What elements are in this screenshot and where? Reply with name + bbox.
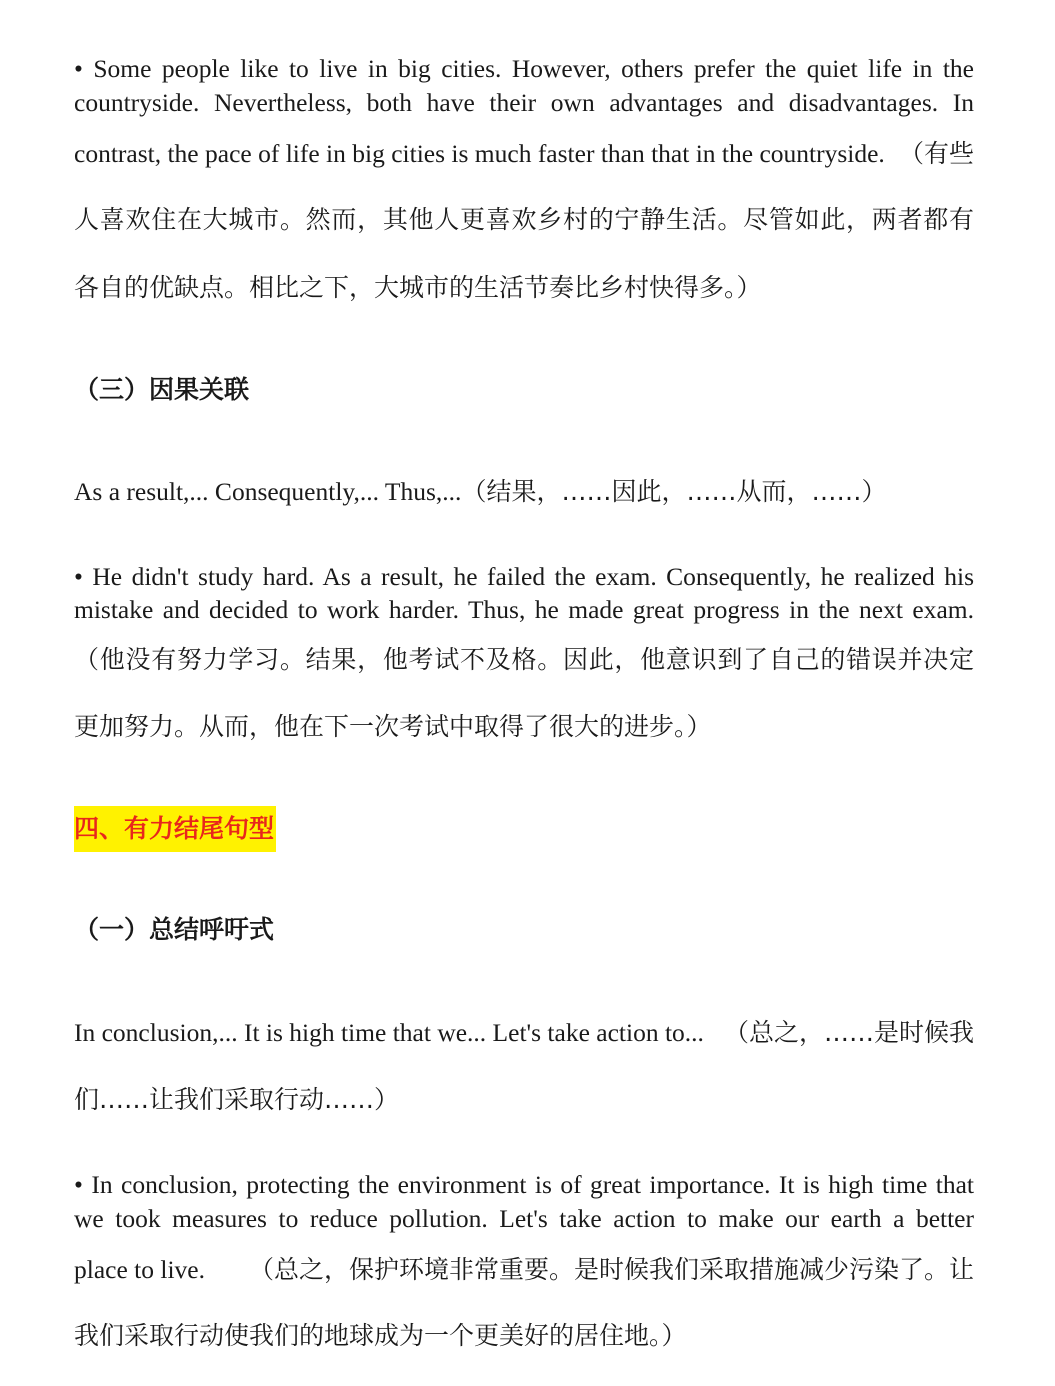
example-sentence-line: countryside. Nevertheless, both have their own advantages and disadvantages. In	[74, 88, 974, 117]
example-sentence-en: contrast, the pace of life in big cities is much faster than that in the countryside.	[74, 139, 885, 168]
example-sentence-line: we took measures to reduce pollution. Let's take action to make our earth a better	[74, 1204, 974, 1233]
example-translation-line: 人喜欢住在大城市。然而，其他人更喜欢乡村的宁静生活。尽管如此，两者都有	[74, 205, 974, 234]
example-translation-line: 更加努力。从而，他在下一次考试中取得了很大的进步。）	[74, 712, 712, 741]
example-translation-start: （总之，保护环境非常重要。是时候我们采取措施减少污染了。让	[248, 1255, 974, 1284]
sub-heading-cause-effect: （三）因果关联	[74, 375, 250, 404]
example-sentence-line: mistake and decided to work harder. Thus, he made great progress in the next exam.	[74, 595, 974, 624]
sub-heading-summary: （一）总结呼吁式	[74, 915, 275, 944]
phrase-zh: （总之，……是时候我	[723, 1018, 974, 1047]
phrase-zh: （结果，……因此，……从而，……）	[461, 477, 887, 506]
example-sentence-line-mixed	[74, 1253, 974, 1287]
phrase-line	[74, 475, 974, 509]
example-sentence-line-mixed	[74, 137, 974, 171]
example-sentence-line: • In conclusion, protecting the environment is of great importance. It is high time that	[74, 1170, 974, 1199]
example-translation-line: 各自的优缺点。相比之下，大城市的生活节奏比乡村快得多。）	[74, 273, 762, 302]
example-sentence-line: • He didn't study hard. As a result, he failed the exam. Consequently, he realized his	[74, 562, 974, 591]
example-translation-start: （有些	[898, 139, 974, 168]
phrase-en: As a result,... Consequently,... Thus,...	[74, 477, 462, 506]
phrase-line	[74, 1016, 974, 1050]
example-translation-line: 我们采取行动使我们的地球成为一个更美好的居住地。）	[74, 1321, 687, 1350]
phrase-en: In conclusion,... It is high time that we... Let's take action to...	[74, 1018, 704, 1047]
example-translation-line: （他没有努力学习。结果，他考试不及格。因此，他意识到了自己的错误并决定	[74, 645, 974, 674]
phrase-zh-continued: 们……让我们采取行动……）	[74, 1085, 400, 1114]
section-title-highlighted: 四、有力结尾句型	[74, 806, 276, 852]
example-sentence-line: • Some people like to live in big cities. However, others prefer the quiet life in the	[74, 54, 974, 83]
example-sentence-en: place to live.	[74, 1255, 205, 1284]
